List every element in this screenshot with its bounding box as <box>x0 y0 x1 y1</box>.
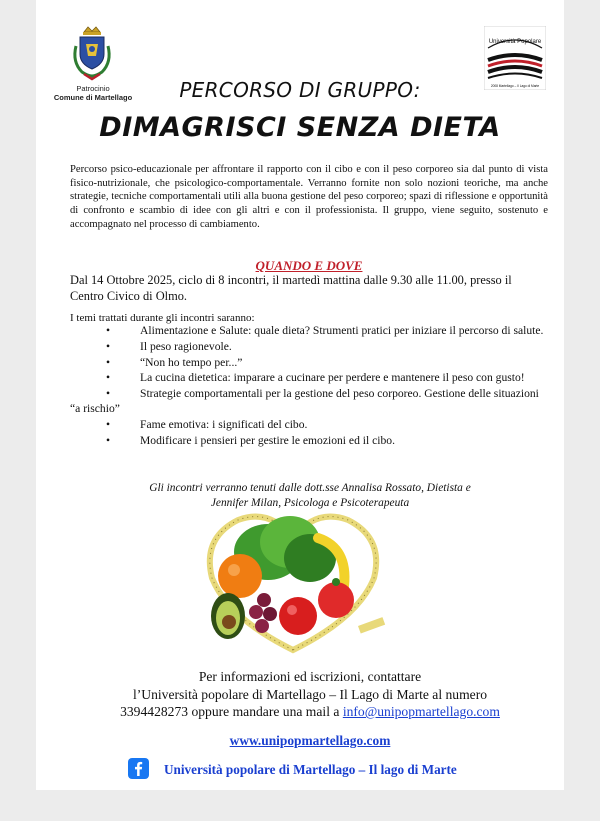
bullet: • <box>106 387 111 401</box>
topic-text: Fame emotiva: i significati del cibo. <box>140 417 308 431</box>
list-item <box>70 340 548 355</box>
title-line1: PERCORSO DI GRUPPO: <box>179 78 421 102</box>
website-link[interactable]: www.unipopmartellago.com <box>229 733 391 748</box>
title-line2: DIMAGRISCI SENZA DIETA <box>99 112 501 143</box>
list-item <box>70 324 548 339</box>
teachers-note <box>90 481 530 511</box>
comune-label: Comune di Martellago <box>53 93 133 102</box>
intro-paragraph: Percorso psico-educazionale per affrontare il rapporto con il cibo e con il peso corporeo sia dal punto di vista fisico-nutrizionale, che psicologico-comportamentale. Verranno fornite non solo nozioni teoriche, ma anche strategie, tecniche comportamentali utili alla buona gestione del peso corporeo; spazi di riflessione e opportunità di confronto e scambio di idee con gli altri e con il professionista. Il gruppo, viene seguito, sostenuto e accompagnato nel processo di cambiamento. <box>70 164 548 230</box>
contact-line1: Per informazioni ed iscrizioni, contattare <box>198 669 422 684</box>
when-text: Dal 14 Ottobre 2025, ciclo di 8 incontri, il martedì mattina dalle 9.30 alle 11.00, presso il Centro Civico di Olmo. <box>70 273 512 303</box>
list-item <box>70 418 548 433</box>
fruit-vegetables-heart-tape-icon <box>198 508 388 658</box>
topics-intro: I temi trattati durante gli incontri saranno: <box>70 312 255 324</box>
patrocinio-label: Patrocinio <box>76 84 110 93</box>
contact-line3 <box>70 703 550 721</box>
facebook-page-label[interactable]: Università popolare di Martellago – Il lago di Marte <box>164 762 457 777</box>
bullet: • <box>106 355 111 369</box>
contact-phone-text: 3394428273 oppure mandare una mail a <box>120 704 340 719</box>
list-item <box>70 387 548 417</box>
list-item <box>70 356 548 371</box>
email-link[interactable]: info@unipopmartellago.com <box>342 704 500 719</box>
when-heading: QUANDO E DOVE <box>255 258 363 273</box>
teachers-line1: Gli incontri verranno tenuti dalle dott.sse Annalisa Rossato, Dietista e <box>149 482 471 494</box>
contact-info <box>70 668 550 721</box>
bullet: • <box>106 371 111 385</box>
topic-text: Il peso ragionevole. <box>140 339 232 353</box>
facebook-icon[interactable] <box>128 758 149 779</box>
facebook-row[interactable] <box>128 758 548 780</box>
university-brand-text: Università Popolare <box>488 39 542 45</box>
university-footer-text: 2008 Martellago – Il Lago di Marte <box>490 84 540 88</box>
bullet: • <box>106 324 111 337</box>
contact-line2: l’Università popolare di Martellago – Il Lago di Marte al numero <box>132 686 488 702</box>
bullet: • <box>106 433 111 447</box>
bullet: • <box>106 417 111 431</box>
topics-list <box>70 324 548 449</box>
list-item <box>70 371 548 386</box>
topic-text: Alimentazione e Salute: quale dieta? Strumenti pratici per iniziare il percorso di salute. <box>140 324 544 337</box>
topic-text: La cucina dietetica: imparare a cucinare per perdere e mantenere il peso con gusto! <box>140 371 525 385</box>
list-item <box>70 434 548 449</box>
bullet: • <box>106 339 111 353</box>
topic-text: Strategie comportamentali per la gestione del peso corporeo. Gestione delle situazioni “a rischio” <box>70 387 539 415</box>
crest-icon <box>70 26 114 82</box>
topic-text: “Non ho tempo per...” <box>140 355 243 369</box>
topic-text: Modificare i pensieri per gestire le emozioni ed il cibo. <box>140 433 395 447</box>
teachers-line2: Jennifer Milan, Psicologa e Psicoterapeuta <box>210 497 410 509</box>
